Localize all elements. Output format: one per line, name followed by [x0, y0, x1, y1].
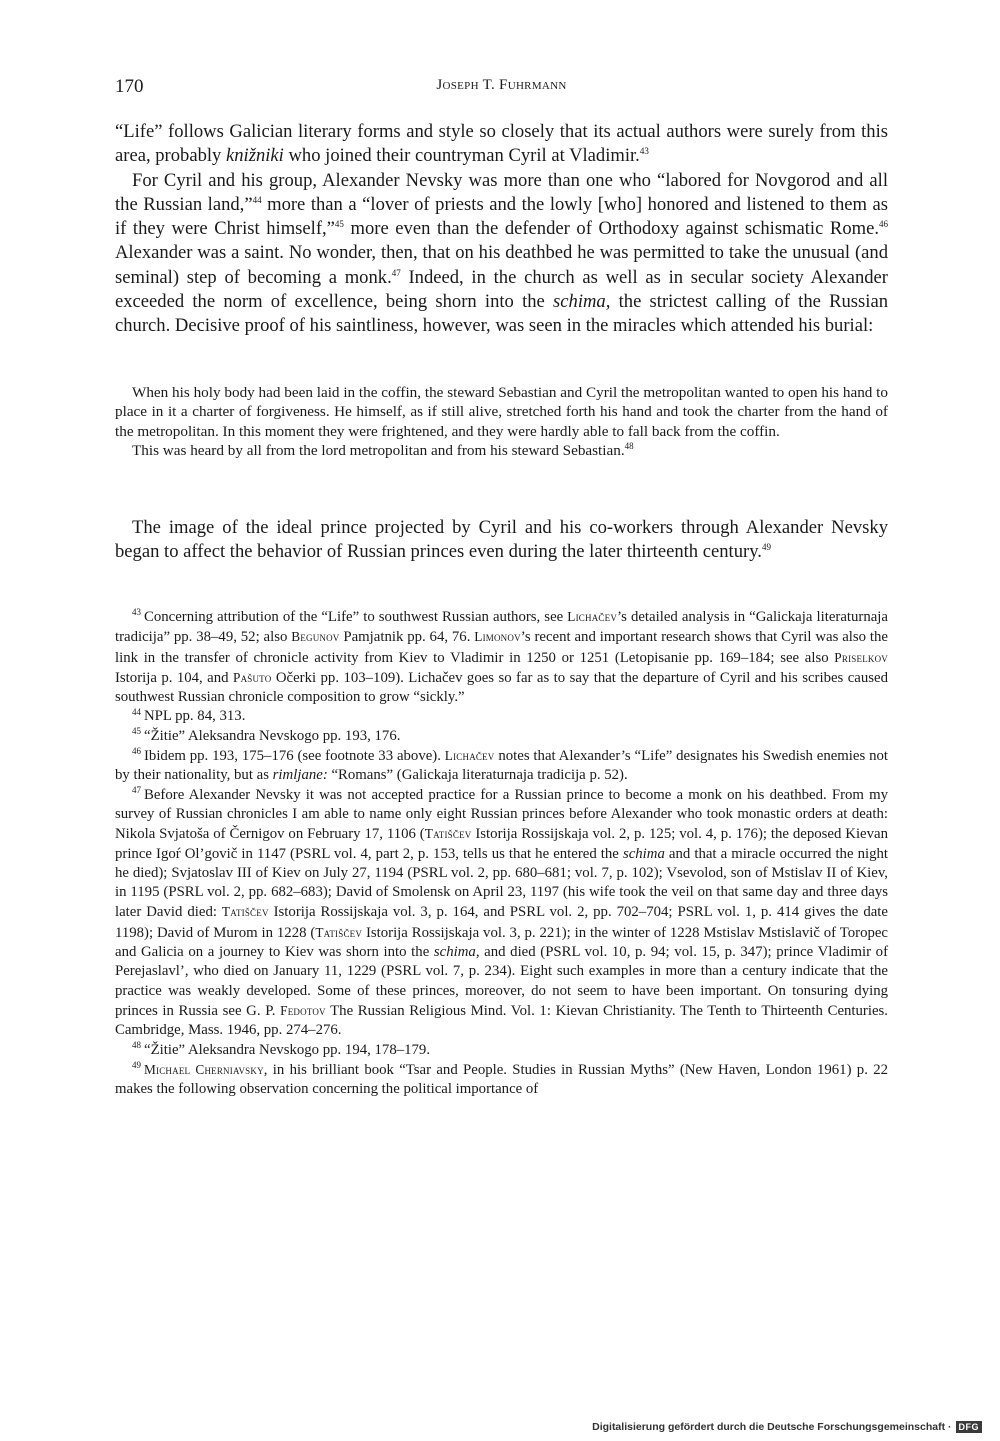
footnote-48: $^{48}$ “Žitie” Aleksandra Nevskogo pp. 194, 178–179. [132, 1039, 431, 1058]
page-number: 170 [115, 76, 144, 97]
footnote-ref-47[interactable]: 47 [391, 267, 401, 278]
paragraph-2: For Cyril and his group, Alexander Nevsky was more than one who “labored for Novgorod and all the Russian land,”$^{44}$ more than a “lover of priests and the lowly [who] honored and listened to them as if they were Christ himself,”$^{45}$ more even than the defender of Orthodoxy against schismatic Rome.$^{46}$ Alexander was a saint. No wonder, then, that on his deathbed he was permitted to take the unusual (and seminal) step of becoming a monk.$^{47}$ Indeed, in the church as well as in secular society Alexander exceeded the norm of excellence, being shorn into the schima, the strictest calling of the Russian church. Decisive proof of his saintliness, however, was seen in the miracles which attended his burial: [115, 169, 889, 337]
footnote-ref-43[interactable]: 43 [639, 146, 649, 157]
footnote-ref-49[interactable]: 49 [761, 542, 771, 553]
footnote-43: $^{43}$ Concerning attribution of the “Life” to southwest Russian authors, see Lichačev’s detailed analysis in “Galickaja literaturnaja tradicija” pp. 38–49, 52; also Begunov Pamjatnik pp. 64, 76. Limonov’s recent and important research shows that Cyril was also the link in the transfer of chronicle activity from Kiev to Vladimir in 1250 or 1251 (Letopisanie pp. 169–184; see also Priselkov Istorija p. 104, and Pašuto Očerki pp. 103–109). Lichačev goes so far as to say that the departure of Cyril and his scribes caused southwest Russian chronicle composition to grow “sickly.” [115, 607, 888, 706]
paragraph-3: The image of the ideal prince projected by Cyril and his co-workers through Alexander Nevsky began to affect the behavior of Russian princes even during the later thirteenth century.$^{49}$ [115, 517, 888, 563]
main-text-upper [115, 120, 888, 339]
footnote-47: $^{47}$ Before Alexander Nevsky it was not accepted practice for a Russian prince to become a monk on his deathbed. From my survey of Russian chronicles I am able to name only eight Russian princes before Alexander who took monastic orders at death: Nikola Svjatoša of Černigov on February 17, 1106 (Tatiščev Istorija Rossijskaja vol. 2, p. 125; vol. 4, p. 176); the deposed Kievan prince Igoŕ Ol’govič in 1147 (PSRL vol. 4, part 2, p. 153, tells us that he entered the schima and that a miracle occurred the night he died); Svjatoslav III of Kiev on July 27, 1194 (PSRL vol. 2, pp. 680–681; vol. 7, p. 102); Vsevolod, son of Mstislav II of Kiev, in 1195 (PSRL vol. 2, pp. 682–683); David of Smolensk on April 23, 1197 (his wife took the veil on that same day and three days later David died: Tatiščev Istorija Rossijskaja vol. 3, p. 164, and PSRL vol. 2, pp. 702–704; PSRL vol. 1, p. 414 gives the date 1198); David of Murom in 1228 (Tatiščev Istorija Rossijskaja vol. 3, p. 221); in the winter of 1228 Mstislav Mstislavič of Toropec and Galicia on a journey to Kiev was shorn into the schima, and died (PSRL vol. 10, p. 94; vol. 15, p. 347); prince Vladimir of Perejaslavl’, who died on January 11, 1229 (PSRL vol. 7, p. 234). Eight such examples in more than a century indicate that the practice was weakly developed. Some of these princes, moreover, do not seem to have been important. On tonsuring dying princes in Russia see G. P. Fedotov The Russian Religious Mind. Vol. 1: Kievan Christianity. The Tenth to Thirteenth Centuries. Cambridge, Mass. 1946, pp. 274–276. [115, 784, 888, 1039]
digitization-footer [592, 1420, 982, 1434]
block-quote [115, 383, 888, 461]
footnote-ref-48[interactable]: 48 [624, 441, 634, 452]
footnote-46: $^{46}$ Ibidem pp. 193, 175–176 (see footnote 33 above). Lichačev notes that Alexander’s “Life” designates his Swedish enemies not by their nationality, but as rimljane: “Romans” (Galickaja literaturnaja tradicija p. 52). [115, 746, 888, 784]
footnote-ref-45[interactable]: 45 [334, 219, 344, 229]
dfg-logo: DFG [956, 1421, 983, 1433]
quote-paragraph-2: This was heard by all from the lord metropolitan and from his steward Sebastian.$^{48}$ [132, 441, 634, 460]
main-text-lower [115, 516, 888, 565]
running-head: Joseph T. Fuhrmann [436, 77, 567, 93]
footnote-49: $^{49}$ Michael Cherniavsky, in his brilliant book “Tsar and People. Studies in Russian Myths” (New Haven, London 1961) p. 22 makes the following observation concerning the political importance of [115, 1059, 889, 1098]
footnote-ref-44[interactable]: 44 [252, 194, 262, 205]
footnote-45: $^{45}$ “Žitie” Aleksandra Nevskogo pp. 193, 176. [132, 725, 401, 744]
footnote-ref-46[interactable]: 46 [879, 219, 888, 229]
quote-paragraph-1: When his holy body had been laid in the coffin, the steward Sebastian and Cyril the metropolitan wanted to open his hand to place in it a charter of forgiveness. He himself, as if still alive, stretched forth his hand and took the charter from the hand of the metropolitan. In this moment they were frightened, and they were hardly able to fall back from the coffin. [115, 384, 888, 440]
footnotes [115, 607, 888, 1099]
paragraph-1: “Life” follows Galician literary forms and style so closely that its actual authors were surely from this area, probably knižniki who joined their countryman Cyril at Vladimir.$^{43}$ [115, 121, 888, 167]
footer-text: Digitalisierung gefördert durch die Deutsche Forschungsgemeinschaft · [592, 1421, 952, 1433]
footnote-44: $^{44}$ NPL pp. 84, 313. [132, 706, 246, 725]
page-header [115, 76, 888, 100]
